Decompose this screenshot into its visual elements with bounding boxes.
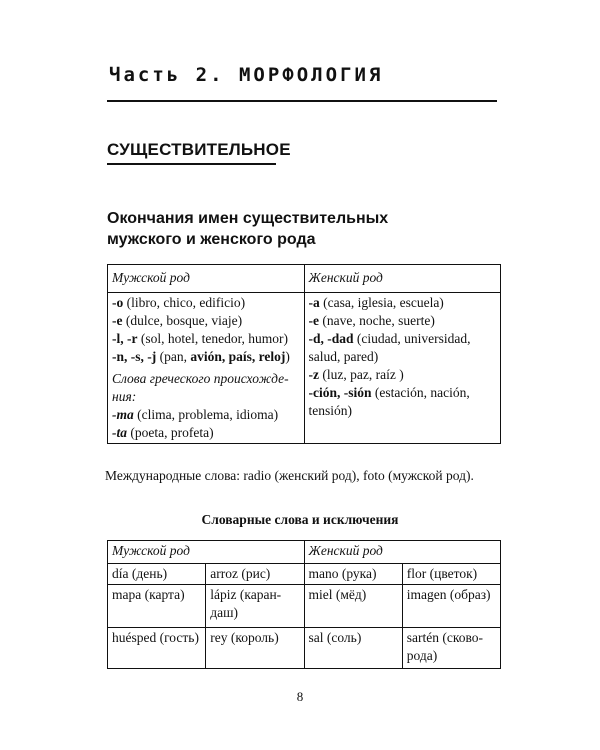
fem-ending-item: -z (luz, paz, raíz ) <box>308 367 404 382</box>
section-title-rule <box>107 163 276 165</box>
endings-fem-cell <box>304 293 501 444</box>
vocab-fem-header: Женский род <box>304 541 501 564</box>
page-number: 8 <box>296 689 304 704</box>
endings-table-body-row <box>108 293 501 444</box>
endings-masc-cell <box>108 293 305 444</box>
endings-table-header-row <box>108 265 501 293</box>
part-title-rule <box>107 100 497 102</box>
endings-table <box>107 264 501 444</box>
vocab-cell: huésped (гость) <box>108 628 206 669</box>
endings-masc-header: Мужской род <box>108 265 305 293</box>
vocab-cell: arroz (рис) <box>206 564 304 585</box>
vocab-cell: sal (соль) <box>304 628 402 669</box>
subsection-title <box>107 208 388 250</box>
vocab-table <box>107 540 501 669</box>
fem-ending-item: -d, -dad (ciudad, universidad, salud, pared) <box>308 331 471 364</box>
fem-ending-item: -e (nave, noche, suerte) <box>308 313 435 328</box>
vocab-masc-header: Мужской род <box>108 541 305 564</box>
subsection-title-line2: мужского и женского рода <box>107 231 316 248</box>
masc-ending-item: -e (dulce, bosque, viaje) <box>112 313 243 328</box>
table-row <box>108 628 501 669</box>
fem-ending-item: -ción, -sión (estación, nación, tensión) <box>308 385 470 418</box>
international-words-note: Международные слова: radio (женский род), foto (мужской род). <box>105 468 474 483</box>
vocab-table-title: Словарные слова и исключения <box>201 512 399 527</box>
greek-origin-note: Слова греческого происхожде- ния: <box>112 371 289 404</box>
masc-ending-item: -o (libro, chico, edificio) <box>112 295 246 310</box>
vocab-table-header-row <box>108 541 501 564</box>
table-row <box>108 564 501 585</box>
subsection-title-line1: Окончания имен существительных <box>107 210 389 227</box>
greek-ending-item: -ma (clima, problema, idioma) <box>112 407 279 422</box>
section-title: СУЩЕСТВИТЕЛЬНОЕ <box>107 140 291 159</box>
vocab-cell: día (день) <box>108 564 206 585</box>
greek-ending-item: -ta (poeta, profeta) <box>112 425 214 440</box>
vocab-cell: sartén (сково-рода) <box>402 628 500 669</box>
part-title: Часть 2. МОРФОЛОГИЯ <box>109 64 384 86</box>
vocab-cell: miel (мёд) <box>304 585 402 628</box>
vocab-cell: mano (рука) <box>304 564 402 585</box>
masc-ending-item: -l, -r (sol, hotel, tenedor, humor) <box>112 331 289 346</box>
vocab-cell: flor (цветок) <box>402 564 500 585</box>
endings-fem-header: Женский род <box>304 265 501 293</box>
vocab-cell: mapa (карта) <box>108 585 206 628</box>
vocab-cell: imagen (образ) <box>402 585 500 628</box>
fem-ending-item: -a (casa, iglesia, escuela) <box>308 295 444 310</box>
masc-ending-item: -n, -s, -j (pan, avión, país, reloj) <box>112 349 290 364</box>
vocab-cell: rey (король) <box>206 628 304 669</box>
vocab-cell: lápiz (каран-даш) <box>206 585 304 628</box>
table-row <box>108 585 501 628</box>
